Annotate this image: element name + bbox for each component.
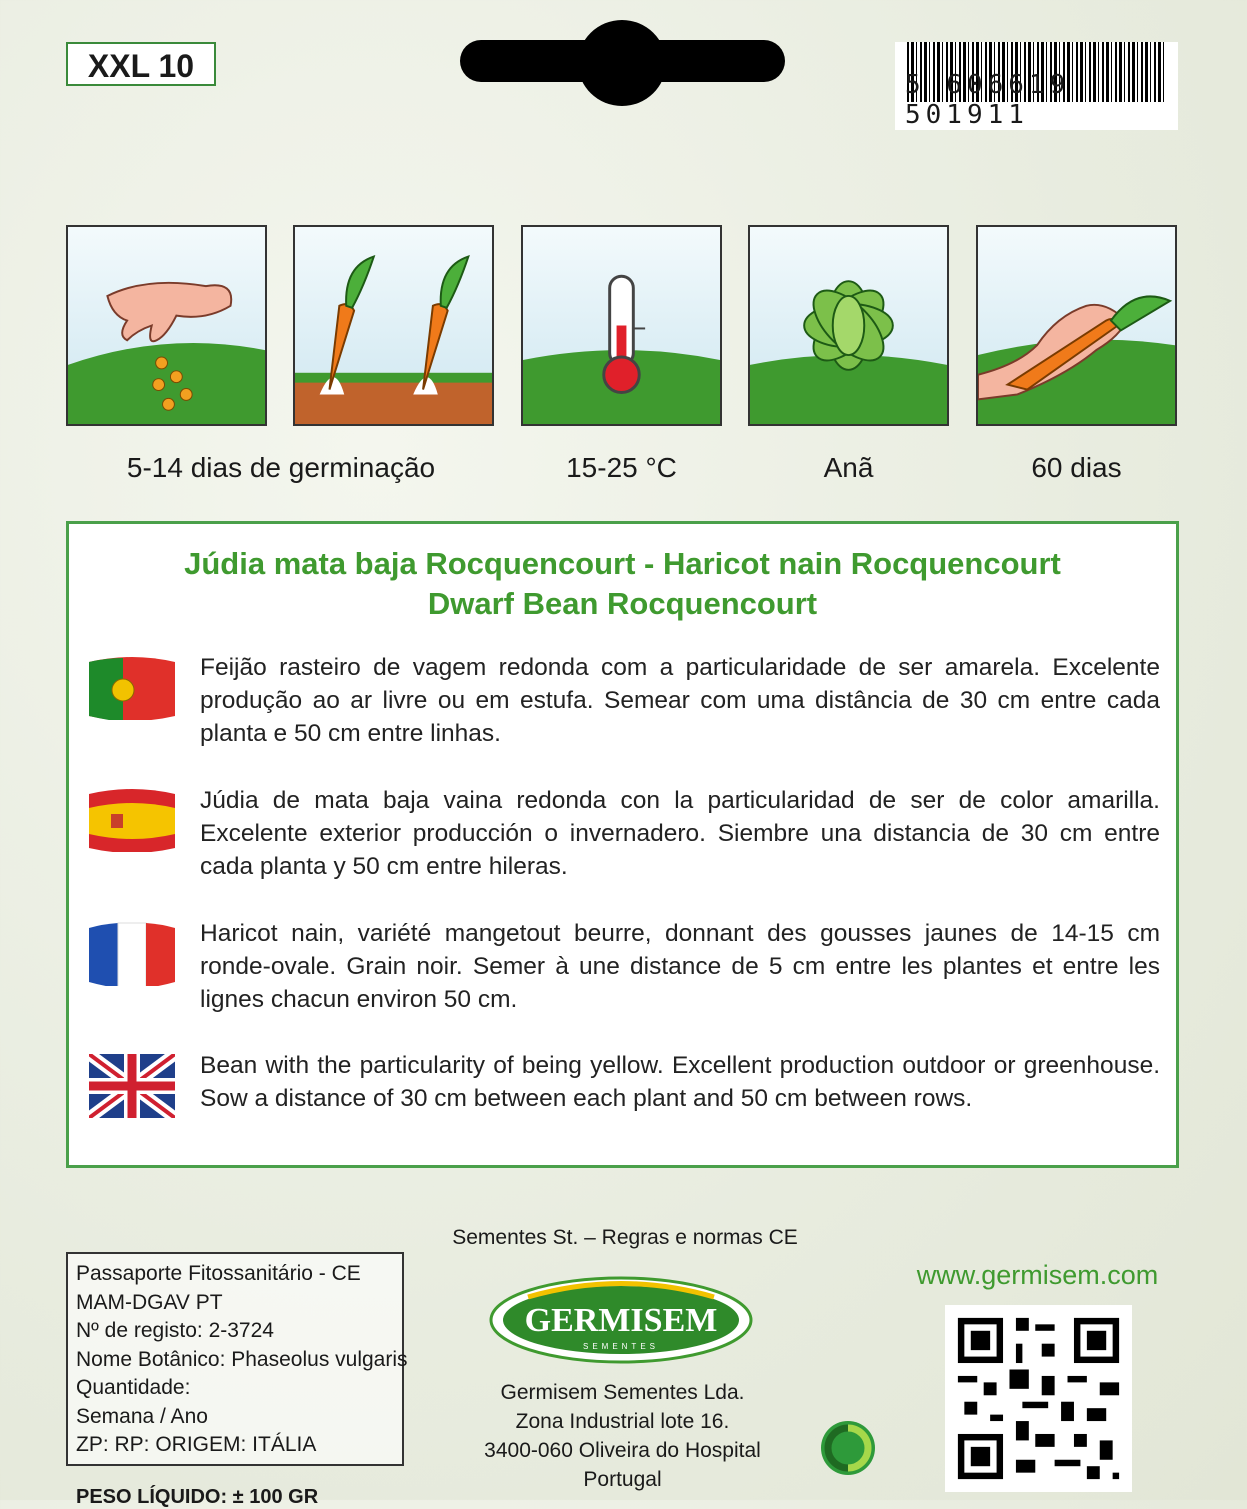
company-address [460,1378,785,1494]
net-weight: PESO LÍQUIDO: ± 100 GR [76,1486,319,1508]
uk-flag-icon [89,1054,175,1118]
barcode [895,42,1178,130]
hand-sowing-seeds-icon [66,225,267,426]
hanger-hole [578,20,666,106]
description-en: Bean with the particularity of being yellow. Excellent production outdoor or greenhouse. Sow a distance of 30 cm between each plant and 50 cm between rows. [200,1052,1160,1112]
title-line-2: Dwarf Bean Rocquencourt [427,586,818,621]
qr-code[interactable] [945,1305,1132,1492]
company-address-2: 3400-060 Oliveira do Hospital [484,1439,761,1462]
barcode-digits: 5 606619 501911 [905,70,1071,130]
passport-line: ZP: RP: ORIGEM: ITÁLIA [76,1433,317,1456]
description-pt: Feijão rasteiro de vagem redonda com a particularidade de ser amarela. Excelente produção ao ar livre ou em estufa. Semear com uma distância de 30 cm entre cada planta e 50 cm entre linhas. [200,654,1160,747]
passport-line: MAM-DGAV PT [76,1290,223,1314]
description-panel [66,521,1179,1168]
passport-line: Nº de registo: 2-3724 [76,1319,274,1342]
portugal-flag-icon [89,656,175,720]
hand-holding-carrot-icon [976,225,1177,426]
logo-sub: SEMENTES [582,1342,660,1351]
website-link[interactable]: www.germisem.com [916,1260,1159,1290]
passport-line: Quantidade: [76,1376,191,1399]
logo-name: GERMISEM [524,1302,718,1339]
carrots-in-soil-icon [293,225,494,426]
passport-line: Semana / Ano [76,1404,208,1428]
germination-caption: 5-14 dias de germinação [126,452,436,483]
leafy-plant-icon [748,225,949,426]
description-es: Júdia de mata baja vaina redonda con la particularidad de ser de color amarilla. Excelente exterior producción o invernadero. Siembre una distancia de 30 cm entre cada planta y 50 cm entre hileras. [200,787,1160,880]
plant-type-caption: Anã [823,452,874,483]
spain-flag-icon [89,788,175,852]
title-line-1: Júdia mata baja Rocquencourt - Haricot nain Rocquencourt [184,546,1061,581]
passport-line: Passaporte Fitossanitário - CE [76,1262,361,1285]
phytosanitary-passport [66,1252,408,1466]
size-tag: XXL 10 [66,42,216,86]
green-dot-recycle-icon [820,1420,876,1476]
germisem-logo [488,1275,754,1365]
france-flag-icon [89,922,175,986]
company-address-1: Zona Industrial lote 16. [515,1410,730,1433]
description-fr: Haricot nain, variété mangetout beurre, donnant des gousses jaunes de 14-15 cm ronde-ovale. Grain noir. Semer à une distance de 5 cm entre les plantes et entre les lignes chacun environ 50 cm. [200,920,1160,1013]
certification-text: Sementes St. – Regras e normas CE [452,1226,798,1249]
temperature-caption: 15-25 °C [566,452,677,483]
thermometer-icon [521,225,722,426]
passport-line: Nome Botânico: Phaseolus vulgaris [76,1347,408,1371]
company-country: Portugal [583,1468,662,1491]
company-name: Germisem Sementes Lda. [500,1381,745,1404]
harvest-caption: 60 dias [1031,452,1122,483]
